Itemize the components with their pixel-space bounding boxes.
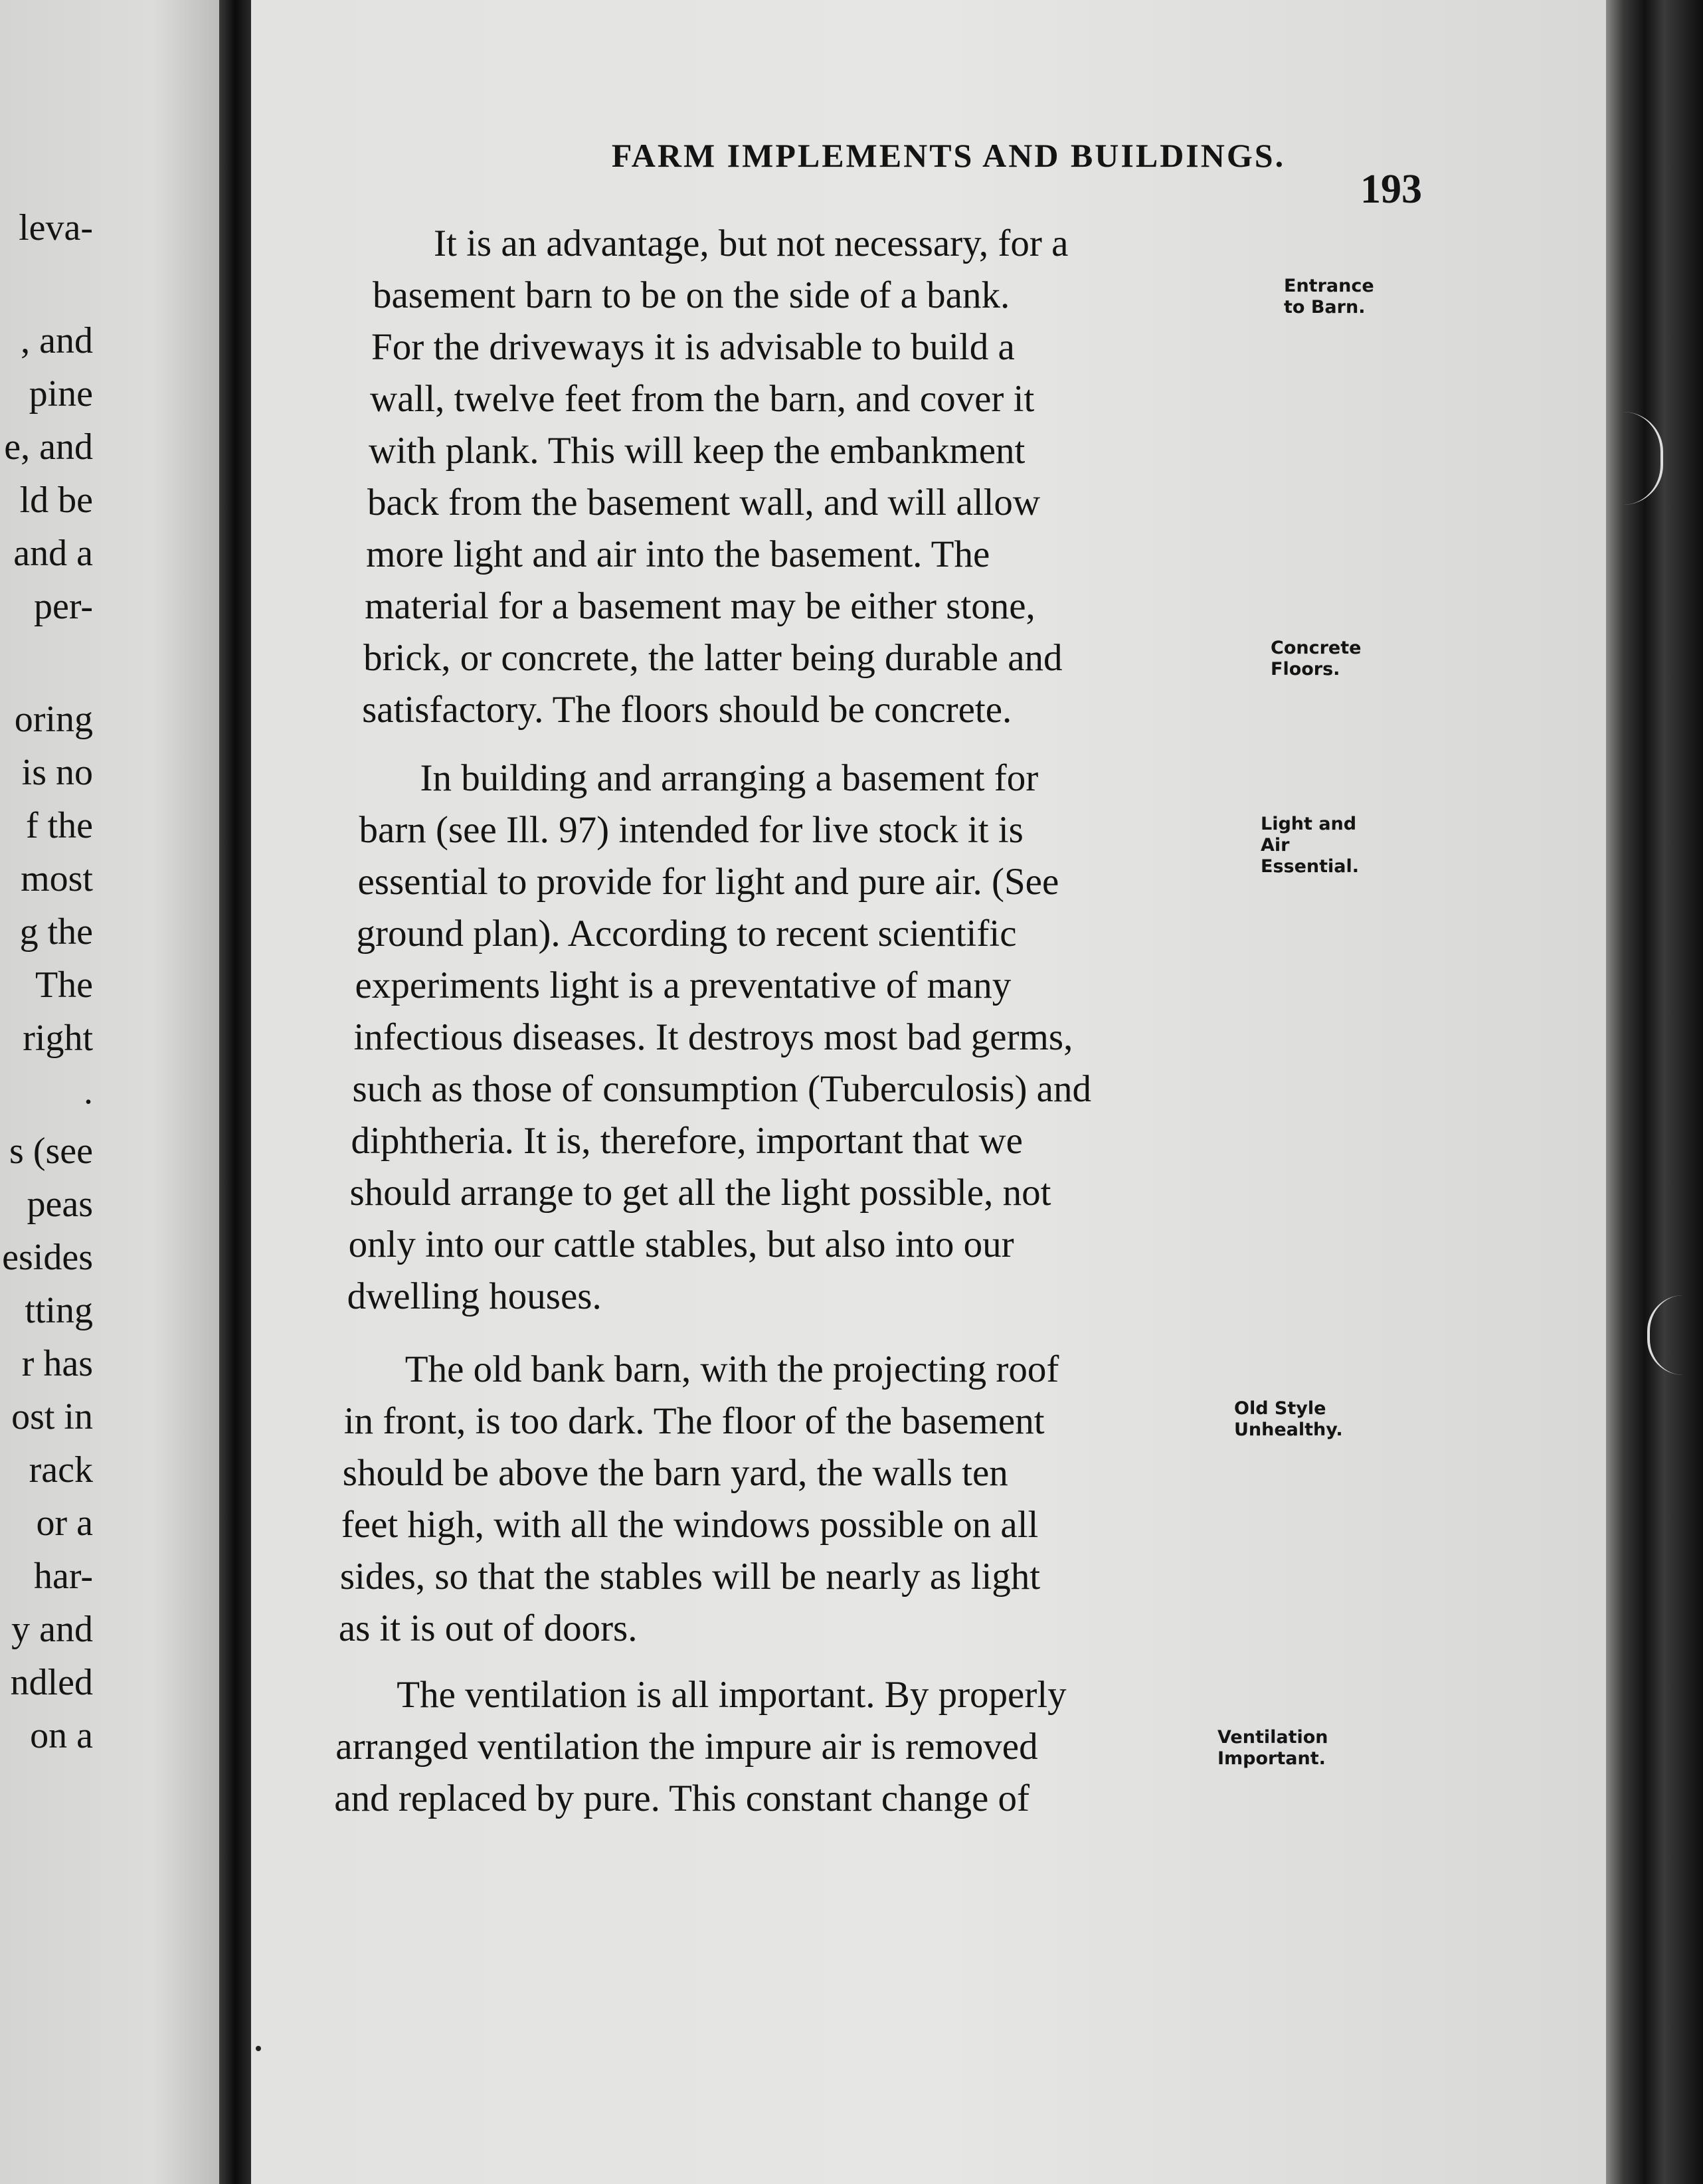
- text-line: as it is out of doors.: [338, 1607, 638, 1649]
- margin-note: Light and Air Essential.: [1261, 814, 1360, 877]
- left-page-line: leva-: [19, 207, 93, 248]
- left-page-line: s (see: [9, 1131, 93, 1172]
- left-page-line: ost in: [11, 1396, 93, 1437]
- text-line: only into our cattle stables, but also into our: [348, 1224, 1014, 1265]
- left-page-line: g the: [19, 911, 93, 953]
- book-gutter: [219, 0, 251, 2184]
- left-page-line: The: [35, 964, 93, 1006]
- left-page-line: most: [21, 858, 93, 899]
- text-line: should be above the barn yard, the walls ten: [342, 1452, 1008, 1494]
- text-line: arranged ventilation the impure air is removed: [335, 1726, 1038, 1768]
- left-page-line: oring: [14, 699, 93, 740]
- text-line: satisfactory. The floors should be concrete.: [362, 689, 1012, 731]
- text-line: experiments light is a preventative of many: [355, 964, 1012, 1006]
- text-line: with plank. This will keep the embankment: [369, 430, 1026, 472]
- left-facing-page: [0, 0, 219, 2184]
- left-page-line: , and: [21, 320, 93, 361]
- text-line: In building and arranging a basement for: [420, 757, 1039, 799]
- running-title: FARM IMPLEMENTS AND BUILDINGS.: [611, 137, 1286, 174]
- text-line: feet high, with all the windows possible on all: [341, 1504, 1039, 1546]
- text-line: back from the basement wall, and will allow: [367, 482, 1041, 523]
- left-page-line: tting: [25, 1290, 93, 1331]
- text-line: basement barn to be on the side of a bank.: [373, 274, 1010, 316]
- page-edges: [1606, 0, 1703, 2184]
- left-page-line: on a: [30, 1715, 93, 1756]
- text-line: brick, or concrete, the latter being durable and: [363, 637, 1063, 679]
- text-line: It is an advantage, but not necessary, for a: [434, 223, 1069, 264]
- margin-note: Ventilation Important.: [1217, 1727, 1328, 1769]
- left-page-line: is no: [21, 752, 93, 793]
- text-line: such as those of consumption (Tuberculosis) and: [352, 1068, 1091, 1110]
- left-page-line: r has: [21, 1343, 93, 1384]
- left-page-line: right: [23, 1018, 93, 1059]
- left-page-line: ld be: [19, 480, 93, 521]
- text-line: material for a basement may be either stone,: [365, 585, 1035, 627]
- right-page: [251, 0, 1606, 2184]
- text-line: and replaced by pure. This constant change of: [334, 1777, 1030, 1819]
- text-line: For the driveways it is advisable to build a: [371, 326, 1015, 368]
- text-line: more light and air into the basement. The: [366, 533, 990, 575]
- margin-note: Old Style Unhealthy.: [1234, 1398, 1343, 1440]
- margin-note: Entrance to Barn.: [1284, 276, 1374, 318]
- left-page-line: rack: [29, 1449, 93, 1491]
- text-line: dwelling houses.: [347, 1275, 602, 1317]
- text-line: infectious diseases. It destroys most bad germs,: [353, 1016, 1073, 1058]
- left-page-line: pine: [29, 373, 93, 414]
- text-line: sides, so that the stables will be nearly as light: [339, 1556, 1041, 1597]
- text-line: The old bank barn, with the projecting roof: [404, 1348, 1059, 1390]
- left-page-line: peas: [27, 1184, 93, 1225]
- text-line: diphtheria. It is, therefore, important that we: [351, 1120, 1023, 1162]
- left-page-line: f the: [25, 805, 93, 846]
- left-page-line: .: [84, 1071, 93, 1112]
- left-page-line: esides: [2, 1237, 93, 1278]
- left-page-line: y and: [11, 1609, 93, 1650]
- ink-speck: [256, 2046, 261, 2051]
- text-line: essential to provide for light and pure air. (See: [357, 861, 1059, 903]
- margin-note: Concrete Floors.: [1271, 638, 1362, 680]
- text-line: should arrange to get all the light possible, not: [349, 1172, 1051, 1214]
- left-page-line: e, and: [4, 426, 93, 468]
- text-line: ground plan). According to recent scientific: [356, 913, 1017, 955]
- left-page-line: or a: [36, 1502, 93, 1544]
- text-line: wall, twelve feet from the barn, and cover it: [370, 378, 1035, 420]
- text-line: in front, is too dark. The floor of the basement: [343, 1400, 1045, 1442]
- left-page-line: har-: [33, 1556, 93, 1597]
- left-page-line: and a: [13, 533, 93, 574]
- left-page-line: ndled: [10, 1662, 93, 1703]
- text-line: barn (see Ill. 97) intended for live stock it is: [359, 809, 1024, 851]
- text-line: The ventilation is all important. By properly: [397, 1674, 1067, 1716]
- page-number: 193: [1360, 167, 1422, 212]
- left-page-line: per-: [33, 586, 93, 627]
